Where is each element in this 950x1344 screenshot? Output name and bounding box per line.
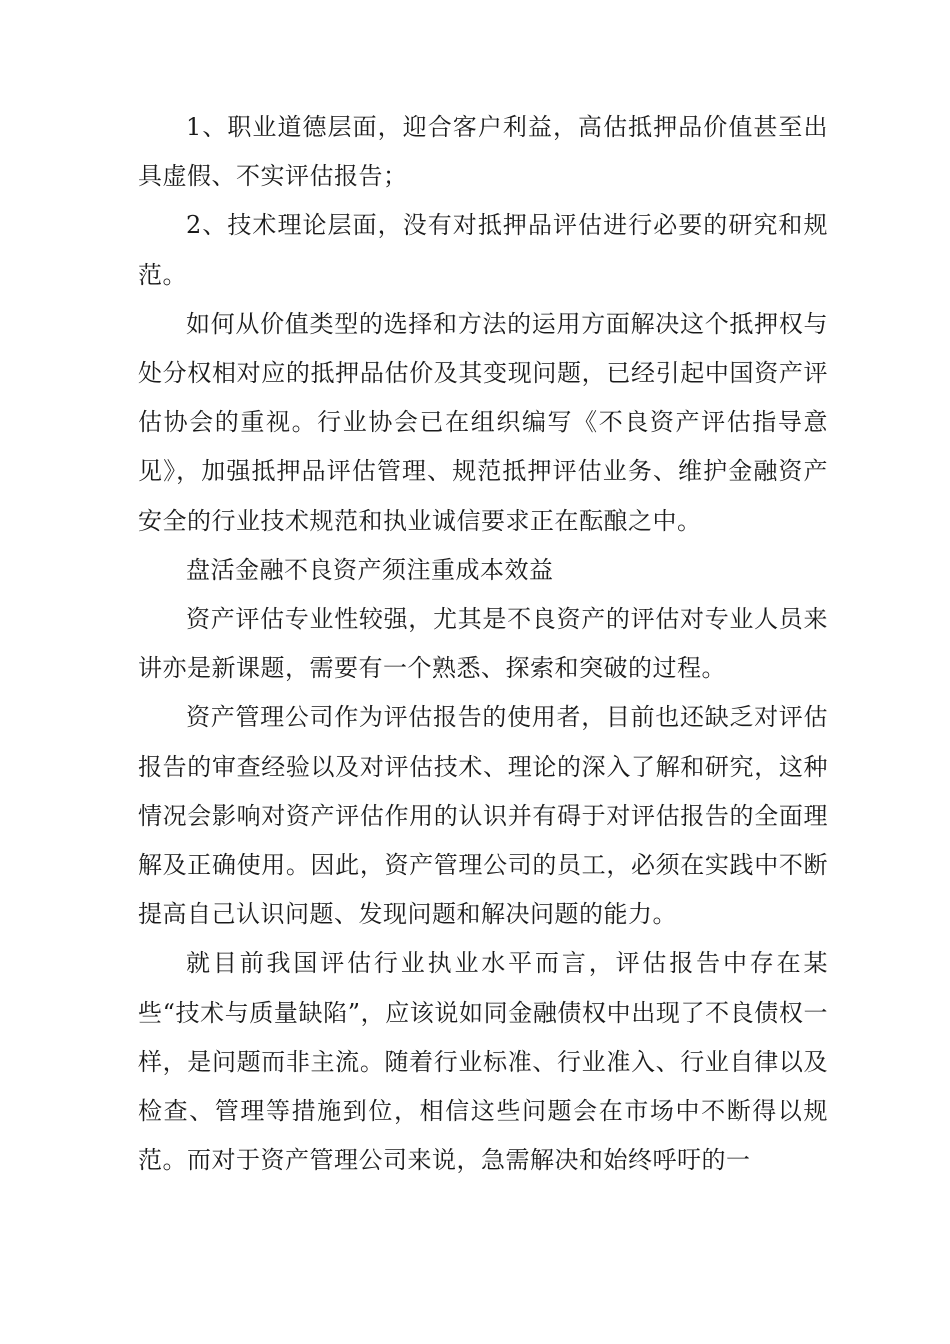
paragraph-5: 资产评估专业性较强，尤其是不良资产的评估对专业人员来讲亦是新课题，需要有一个熟悉、探索和突破的过程。	[138, 605, 828, 683]
document-body	[138, 103, 828, 1185]
paragraph-3: 如何从价值类型的选择和方法的运用方面解决这个抵押权与处分权相对应的抵押品估价及其变现问题，已经引起中国资产评估协会的重视。行业协会已在组织编写《不良资产评估指导意见》，加强抵押品评估管理、规范抵押评估业务、维护金融资产安全的行业技术规范和执业诚信要求正在酝酿之中。	[138, 309, 828, 535]
paragraph-2: 2、技术理论层面，没有对抵押品评估进行必要的研究和规范。	[138, 211, 828, 289]
paragraph-6: 资产管理公司作为评估报告的使用者，目前也还缺乏对评估报告的审查经验以及对评估技术、理论的深入了解和研究，这种情况会影响对资产评估作用的认识并有碍于对评估报告的全面理解及正确使用。因此，资产管理公司的员工，必须在实践中不断提高自己认识问题、发现问题和解决问题的能力。	[138, 703, 828, 929]
section-heading: 盘活金融不良资产须注重成本效益	[186, 555, 554, 584]
paragraph-1: 1、职业道德层面，迎合客户利益，高估抵押品价值甚至出具虚假、不实评估报告；	[138, 113, 828, 191]
paragraph-7: 就目前我国评估行业执业水平而言，评估报告中存在某些“技术与质量缺陷”，应该说如同金融债权中出现了不良债权一样，是问题而非主流。随着行业标准、行业准入、行业自律以及检查、管理等措施到位，相信这些问题会在市场中不断得以规范。而对于资产管理公司来说，急需解决和始终呼吁的一	[138, 949, 828, 1175]
